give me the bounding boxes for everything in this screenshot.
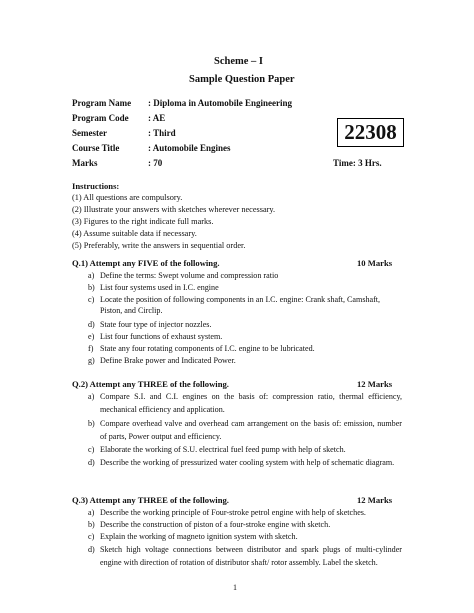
q2-item-a-letter: a) (88, 392, 95, 401)
instructions-heading: Instructions: (72, 181, 120, 191)
q3-item-d: Sketch high voltage connections between distributor and spark plugs of multi-cylinder engine with direction of rotation of distributor shaft/ rotor assembly. Label the sketch. (100, 545, 402, 567)
marks-value: : 70 (148, 158, 163, 168)
q1-marks: 10 Marks (357, 258, 393, 268)
program-code-label: Program Code (72, 113, 129, 123)
program-name-value: : Diploma in Automobile Engineering (148, 98, 293, 108)
instruction-item: (1) All questions are compulsory. (72, 193, 183, 202)
q2-item-d-letter: d) (88, 458, 95, 467)
q1-item-d: d) State four type of injector nozzles. (88, 320, 212, 329)
program-name-label: Program Name (72, 98, 132, 108)
q3-item-d-letter: d) (88, 545, 95, 554)
q3-item-b: b) Describe the construction of piston of a four-stroke engine with sketch. (88, 520, 331, 529)
instruction-item: (2) Illustrate your answers with sketches wherever necessary. (72, 205, 276, 214)
q2-item-d: Describe the working of pressurized water cooling system with help of schematic diagram. (100, 458, 395, 467)
q1-item-g: g) Define Brake power and Indicated Power. (88, 356, 236, 365)
q2-item-c-letter: c) (88, 445, 95, 454)
q1-item-f: f) State any four rotating components of I.C. engine to be lubricated. (88, 344, 315, 353)
semester-label: Semester (72, 128, 107, 138)
instruction-item: (4) Assume suitable data if necessary. (72, 229, 197, 238)
q1-item-c-cont: Piston, and Circlip. (100, 306, 163, 315)
q1-heading: Q.1) Attempt any FIVE of the following. (72, 258, 220, 268)
q2-heading: Q.2) Attempt any THREE of the following. (72, 379, 229, 389)
q1-item-c: c) Locate the position of following components in an I.C. engine: Crank shaft, Camshaft, (88, 295, 381, 304)
q1-item-b: b) List four systems used in I.C. engine (88, 283, 219, 292)
q3-marks: 12 Marks (357, 495, 393, 505)
semester-value: : Third (148, 128, 176, 138)
scheme-title: Scheme – I (214, 56, 263, 67)
q2-item-b: Compare overhead valve and overhead cam arrangement on the basis of: emission, number of parts, Power output and efficiency. (100, 419, 402, 441)
q2-marks: 12 Marks (357, 379, 393, 389)
q2-item-b-letter: b) (88, 419, 95, 428)
q1-item-a: a) Define the terms: Swept volume and compression ratio (88, 271, 279, 280)
course-title-value: : Automobile Engines (148, 143, 231, 153)
page-number: 1 (233, 583, 237, 592)
program-code-value: : AE (148, 113, 166, 123)
q3-item-c: c) Explain the working of magneto ignition system with sketch. (88, 532, 298, 541)
course-title-label: Course Title (72, 143, 120, 153)
instruction-item: (5) Preferably, write the answers in sequential order. (72, 241, 246, 250)
instruction-item: (3) Figures to the right indicate full marks. (72, 217, 214, 226)
q2-item-a: Compare S.I. and C.I. engines on the basis of: compression ratio, thermal efficiency, mechanical efficiency and application. (100, 392, 402, 414)
subject-code-box: 22308 (337, 118, 404, 147)
marks-label: Marks (72, 158, 98, 168)
q2-item-c: Elaborate the working of S.U. electrical fuel feed pump with help of sketch. (100, 445, 346, 454)
q3-heading: Q.3) Attempt any THREE of the following. (72, 495, 229, 505)
time-label: Time: 3 Hrs. (333, 158, 382, 168)
q3-item-a: a) Describe the working principle of Four-stroke petrol engine with help of sketches. (88, 508, 366, 517)
paper-title: Sample Question Paper (189, 74, 295, 85)
q1-item-e: e) List four functions of exhaust system. (88, 332, 223, 341)
